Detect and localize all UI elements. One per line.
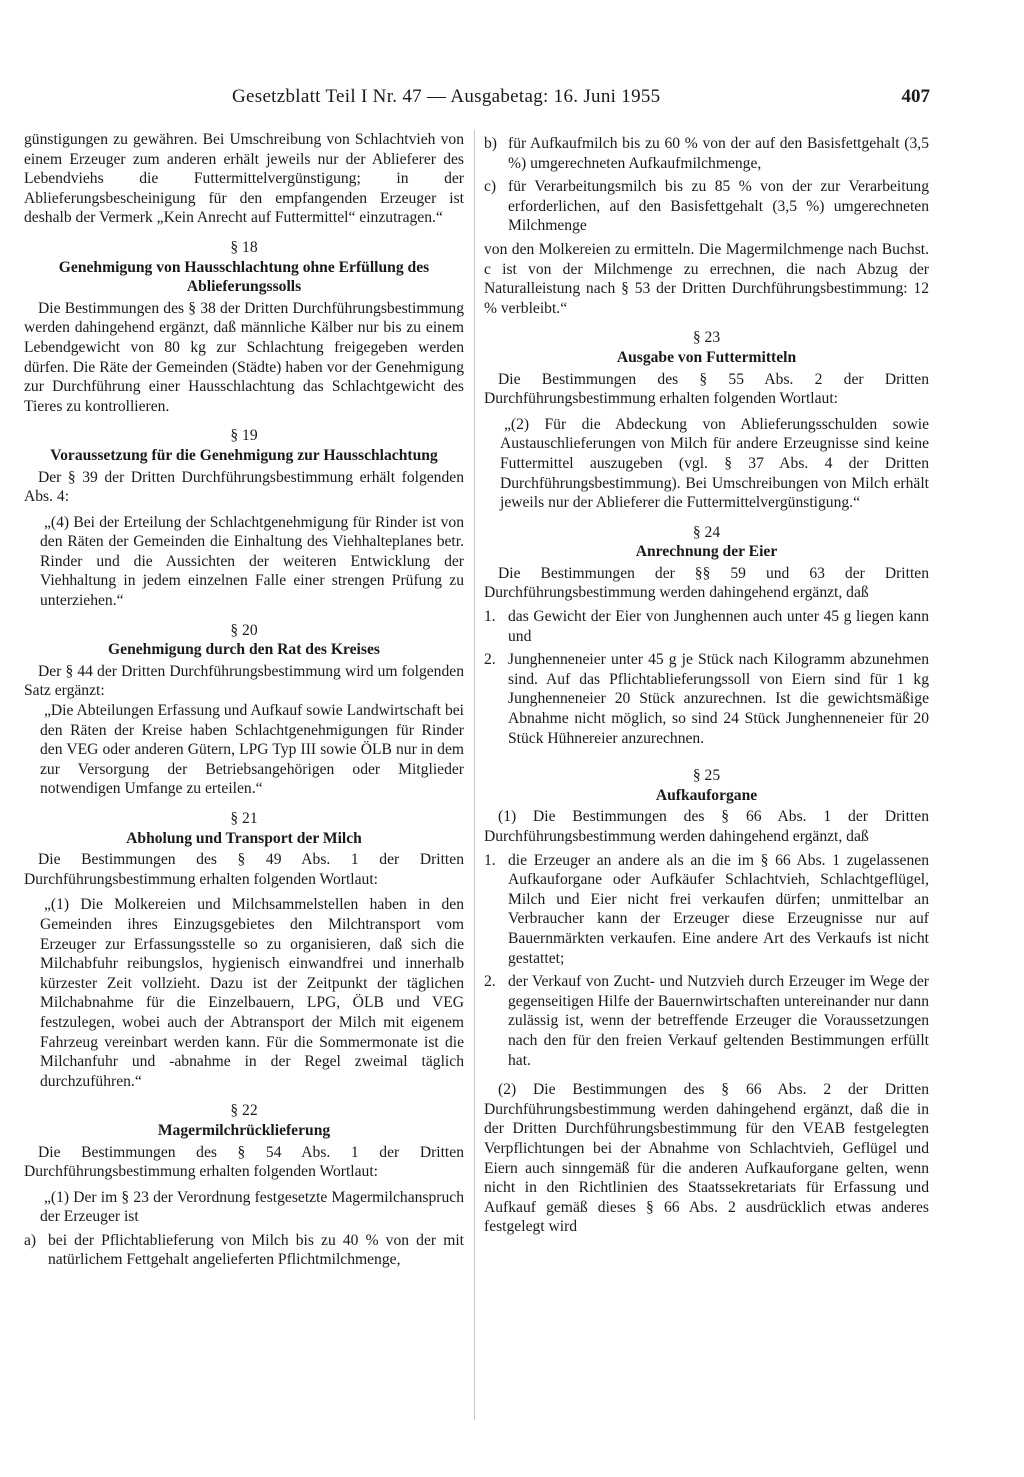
- page-header: [0, 86, 1024, 116]
- section-23-paragraph: Die Bestimmungen des § 55 Abs. 2 der Dritten Durchführungsbestimmung erhalten folgenden Wortlaut:: [484, 370, 929, 408]
- section-24-title: Anrechnung der Eier: [635, 543, 778, 561]
- list-item-1: [484, 851, 929, 969]
- section-23-title: Ausgabe von Futtermitteln: [616, 348, 797, 366]
- list-item-2: [484, 650, 929, 748]
- left-column: [24, 130, 464, 1274]
- section-25-title: Aufkauforgane: [655, 786, 758, 804]
- section-24-number: § 24: [692, 523, 721, 541]
- section-21-title: Abholung und Transport der Milch: [126, 829, 362, 847]
- section-20-quote: „Die Abteilungen Erfassung und Aufkauf sowie Landwirtschaft bei den Räten der Kreise haben Schlachtgenehmigungen für Rinder den VEG oder anderen Gütern, LPG Typ III sowie ÖLB nur in dem zur Versorgung der Betriebsangehörigen oder Mitglieder notwendigen Umfange zu erteilen.“: [40, 702, 464, 798]
- section-19-paragraph: Der § 39 der Dritten Durchführungsbestimmung erhält folgenden Abs. 4:: [24, 468, 464, 506]
- section-21-number: § 21: [230, 810, 258, 827]
- section-19-quote: „(4) Bei der Erteilung der Schlachtgenehmigung für Rinder ist von den Räten der Gemeinden die Einhaltung des Viehhalteplanes betr. Rinder und die Aussichten der weiteren Entwicklung der Viehhaltung in jedem einzelnen Falle einer strengen Prüfung zu unterziehen.“: [40, 513, 464, 610]
- page-number: 407: [901, 86, 930, 107]
- section-25-paragraph-1: (1) Die Bestimmungen des § 66 Abs. 1 der Dritten Durchführungsbestimmung werden dahingehend ergänzt, daß: [484, 808, 929, 845]
- list-item-label: 2.: [484, 651, 496, 669]
- right-column: [484, 130, 929, 1237]
- list-item-label: 1.: [484, 608, 496, 626]
- section-21-paragraph: Die Bestimmungen des § 49 Abs. 1 der Dritten Durchführungsbestimmung erhalten folgenden Wortlaut:: [24, 851, 464, 888]
- section-22-quote: „(1) Der im § 23 der Verordnung festgesetzte Magermilchanspruch der Erzeuger ist: [40, 1188, 464, 1226]
- section-20-number: § 20: [230, 621, 258, 639]
- section-20-paragraph: Der § 44 der Dritten Durchführungsbestimmung wird um folgenden Satz ergänzt:: [24, 662, 464, 700]
- section-22-title: Magermilchrücklieferung: [157, 1121, 331, 1139]
- header-title: Gesetzblatt Teil I Nr. 47 — Ausgabetag: 16. Juni 1955: [232, 86, 661, 107]
- list-item-2: [484, 972, 929, 1070]
- intro-paragraph: günstigungen zu gewähren. Bei Umschreibung von Schlachtvieh von einem Erzeuger zum anderen erhält jeweils nur der Ablieferer des Lebendviehs die Futtermittelvergünstigung; in der Ablieferungsbescheinigung für den empfangenden Erzeuger ist deshalb der Vermerk „Kein Anrecht auf Futtermittel“ einzutragen.“: [24, 131, 464, 227]
- list-item-b: [484, 134, 929, 173]
- list-item-1: [484, 607, 929, 646]
- section-20-title: Genehmigung durch den Rat des Kreises: [108, 641, 380, 659]
- list-item-label: a): [24, 1231, 37, 1249]
- list-item-label: b): [484, 135, 497, 152]
- list-item-text: die Erzeuger an andere als an die im § 66 Abs. 1 zugelassenen Aufkauforgane oder Aufkäufer Schlachtvieh, Schlachtgeflügel, Milch und Eier nicht frei verkaufen dürfen; unmittelbar an Verbraucher kann der Erzeuger diese Erzeugnisse nur auf Bauernmärkten verkaufen. Eine andere Art des Verkaufs ist nicht gestattet;: [508, 851, 929, 967]
- list-item-text: für Verarbeitungsmilch bis zu 85 % von der zur Verarbeitung erforderlichen, auf den Basisfettgehalt (3,5 %) umgerechneten Milchmenge: [508, 178, 929, 235]
- list-item-c: [484, 177, 929, 236]
- section-19-title: Voraussetzung für die Genehmigung zur Hausschlachtung: [50, 446, 438, 464]
- section-24-paragraph: Die Bestimmungen der §§ 59 und 63 der Dritten Durchführungsbestimmung werden dahingehend ergänzt, daß: [484, 564, 929, 602]
- section-18-paragraph: Die Bestimmungen des § 38 der Dritten Durchführungsbestimmung werden dahingehend ergänzt, daß männliche Kälber nur bis zu einem Lebendgewicht von 80 kg zur Schlachtung freigegeben werden dürfen. Die Räte der Gemeinden (Städte) haben vor der Genehmigung zur Durchführung einer Hausschlachtung das Schlachtgewicht des Tieres zu kontrollieren.: [24, 299, 464, 415]
- list-item-text: der Verkauf von Zucht- und Nutzvieh durch Erzeuger im Wege der gegenseitigen Hilfe der Bauernwirtschaften untereinander nur dann zulässig ist, wenn der betreffende Erzeuger die Voraussetzungen nach den für den freien Verkauf geltenden Bestimmungen erfüllt hat.: [508, 973, 929, 1069]
- list-item-text: das Gewicht der Eier von Junghennen auch unter 45 g liegen kann und: [508, 608, 929, 645]
- list-item-text: Junghenneneier unter 45 g je Stück nach Kilogramm abzunehmen sind. Auf das Pflichtablieferungssoll von Eiern sind für 1 kg Junghenneneier 20 Stück anzurechnen. Ist die gewichtsmäßige Abnahme nicht möglich, so sind 24 Stück Junghenneneier für 20 Stück Hühnereier anzurechnen.: [508, 651, 929, 747]
- list-item-label: c): [484, 178, 497, 196]
- continuation-paragraph: von den Molkereien zu ermitteln. Die Magermilchmenge nach Buchst. c ist von der Milchmenge zu errechnen, die nach Abzug der Naturalleistung nach § 53 der Dritten Durchführungsbestimmung: 12 % verbleibt.“: [484, 240, 929, 317]
- column-divider: [474, 130, 475, 1420]
- section-23-number: § 23: [692, 329, 721, 347]
- section-23-quote: „(2) Für die Abdeckung von Ablieferungsschulden sowie Austauschlieferungen von Milch für andere Erzeugnisse sind keine Futtermittel auszugeben (vgl. § 37 Abs. 4 der Dritten Durchführungsbestimmung). Bei Umschreibungen von Milch erhält jeweils nur der Ablieferer die Futtermittelvergünstigung.“: [500, 415, 929, 512]
- list-item-label: 2.: [484, 973, 496, 991]
- section-21-quote: „(1) Die Molkereien und Milchsammelstellen haben in den Gemeinden ihres Einzugsgebietes den Milchtransport vom Erzeuger zur Erfassungsstelle so zu organisieren, daß sich die Milchabfuhr reibungslos, hygienisch einwandfrei und innerhalb kürzester Zeit vollzieht. Dazu ist der Zeitpunkt der täglichen Milchabnahme für die Einzelbauern, LPG, ÖLB und VEG festzulegen, wobei auch der Abtransport der Milch mit eigenem Fahrzeug vereinbart werden kann. Für die Sommermonate ist die Milchanfuhr und -abnahme in der Regel zweimal täglich durchzuführen.“: [40, 896, 464, 1090]
- section-18-title: Genehmigung von Hausschlachtung ohne Erfüllung des Ablieferungssolls: [58, 258, 430, 296]
- section-22-number: § 22: [230, 1102, 258, 1120]
- list-item-text: für Aufkaufmilch bis zu 60 % von der auf den Basisfettgehalt (3,5 %) umgerechneten Aufkaufmilchmenge,: [508, 135, 929, 172]
- list-item-text: bei der Pflichtablieferung von Milch bis zu 40 % von der mit natürlichem Fettgehalt angelieferten Pflichtmilchmenge,: [48, 1231, 464, 1269]
- section-22-paragraph: Die Bestimmungen des § 54 Abs. 1 der Dritten Durchführungsbestimmung erhalten folgenden Wortlaut:: [24, 1143, 464, 1181]
- section-18-number: § 18: [230, 238, 258, 256]
- list-item-a: [24, 1231, 464, 1270]
- list-item-label: 1.: [484, 851, 496, 869]
- section-19-number: § 19: [230, 427, 258, 445]
- section-25-number: § 25: [692, 767, 721, 785]
- section-25-paragraph-2: (2) Die Bestimmungen des § 66 Abs. 2 der Dritten Durchführungsbestimmung werden dahingehend ergänzt, daß die in der Dritten Durchführungsbestimmung für den VEAB festgelegten Verpflichtungen bei der Abnahme von Schlachtvieh, Geflügel und Eiern auch sinngemäß für die anderen Aufkauforgane gelten, wenn nicht in den Richtlinien des Staatssekretariats für Erfassung und Aufkauf gemäß dieses § 66 Abs. 2 ausdrücklich etwas anderes festgelegt wird: [484, 1081, 929, 1236]
